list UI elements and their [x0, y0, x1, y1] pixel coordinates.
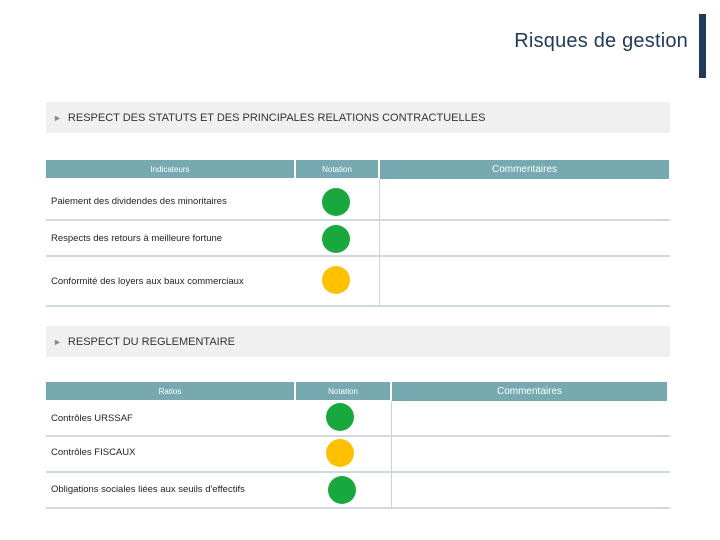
status-indicator-green: [322, 188, 350, 216]
row-label: Obligations sociales liées aux seuils d'effectifs: [51, 484, 245, 495]
status-indicator-green: [328, 476, 356, 504]
table-row: [46, 257, 670, 307]
status-indicator-amber: [326, 439, 354, 467]
triangle-right-icon: ►: [53, 336, 62, 347]
title-accent-bar: [699, 14, 706, 78]
table-row: [46, 437, 670, 473]
section-title: RESPECT DES STATUTS ET DES PRINCIPALES RELATIONS CONTRACTUELLES: [67, 111, 486, 124]
table-row: [46, 401, 670, 437]
page-title: Risques de gestion: [514, 30, 688, 52]
row-label: Respects des retours à meilleure fortune: [51, 233, 223, 244]
status-indicator-green: [326, 403, 354, 431]
table-row: [46, 221, 670, 257]
table-row: [46, 179, 670, 221]
column-header-commentaires: Commentaires: [392, 382, 667, 401]
section-title: RESPECT DU REGLEMENTAIRE: [67, 335, 235, 348]
row-label: Conformité des loyers aux baux commerciaux: [51, 276, 244, 287]
column-header-commentaires: Commentaires: [380, 160, 669, 179]
column-header-notation: Notation: [296, 382, 390, 400]
column-header-notation: Notation: [296, 160, 378, 178]
column-header-indicateurs: Indicateurs: [46, 160, 294, 178]
table-row: [46, 473, 670, 509]
column-header-ratios: Ratios: [46, 382, 294, 400]
section-header-statuts: [46, 102, 670, 133]
triangle-right-icon: ►: [53, 112, 62, 123]
section-header-reglementaire: [46, 326, 670, 357]
status-indicator-amber: [322, 266, 350, 294]
row-label: Contrôles FISCAUX: [51, 447, 136, 458]
row-label: Paiement des dividendes des minoritaires: [51, 196, 227, 207]
row-label: Contrôles URSSAF: [51, 413, 133, 424]
status-indicator-green: [322, 225, 350, 253]
